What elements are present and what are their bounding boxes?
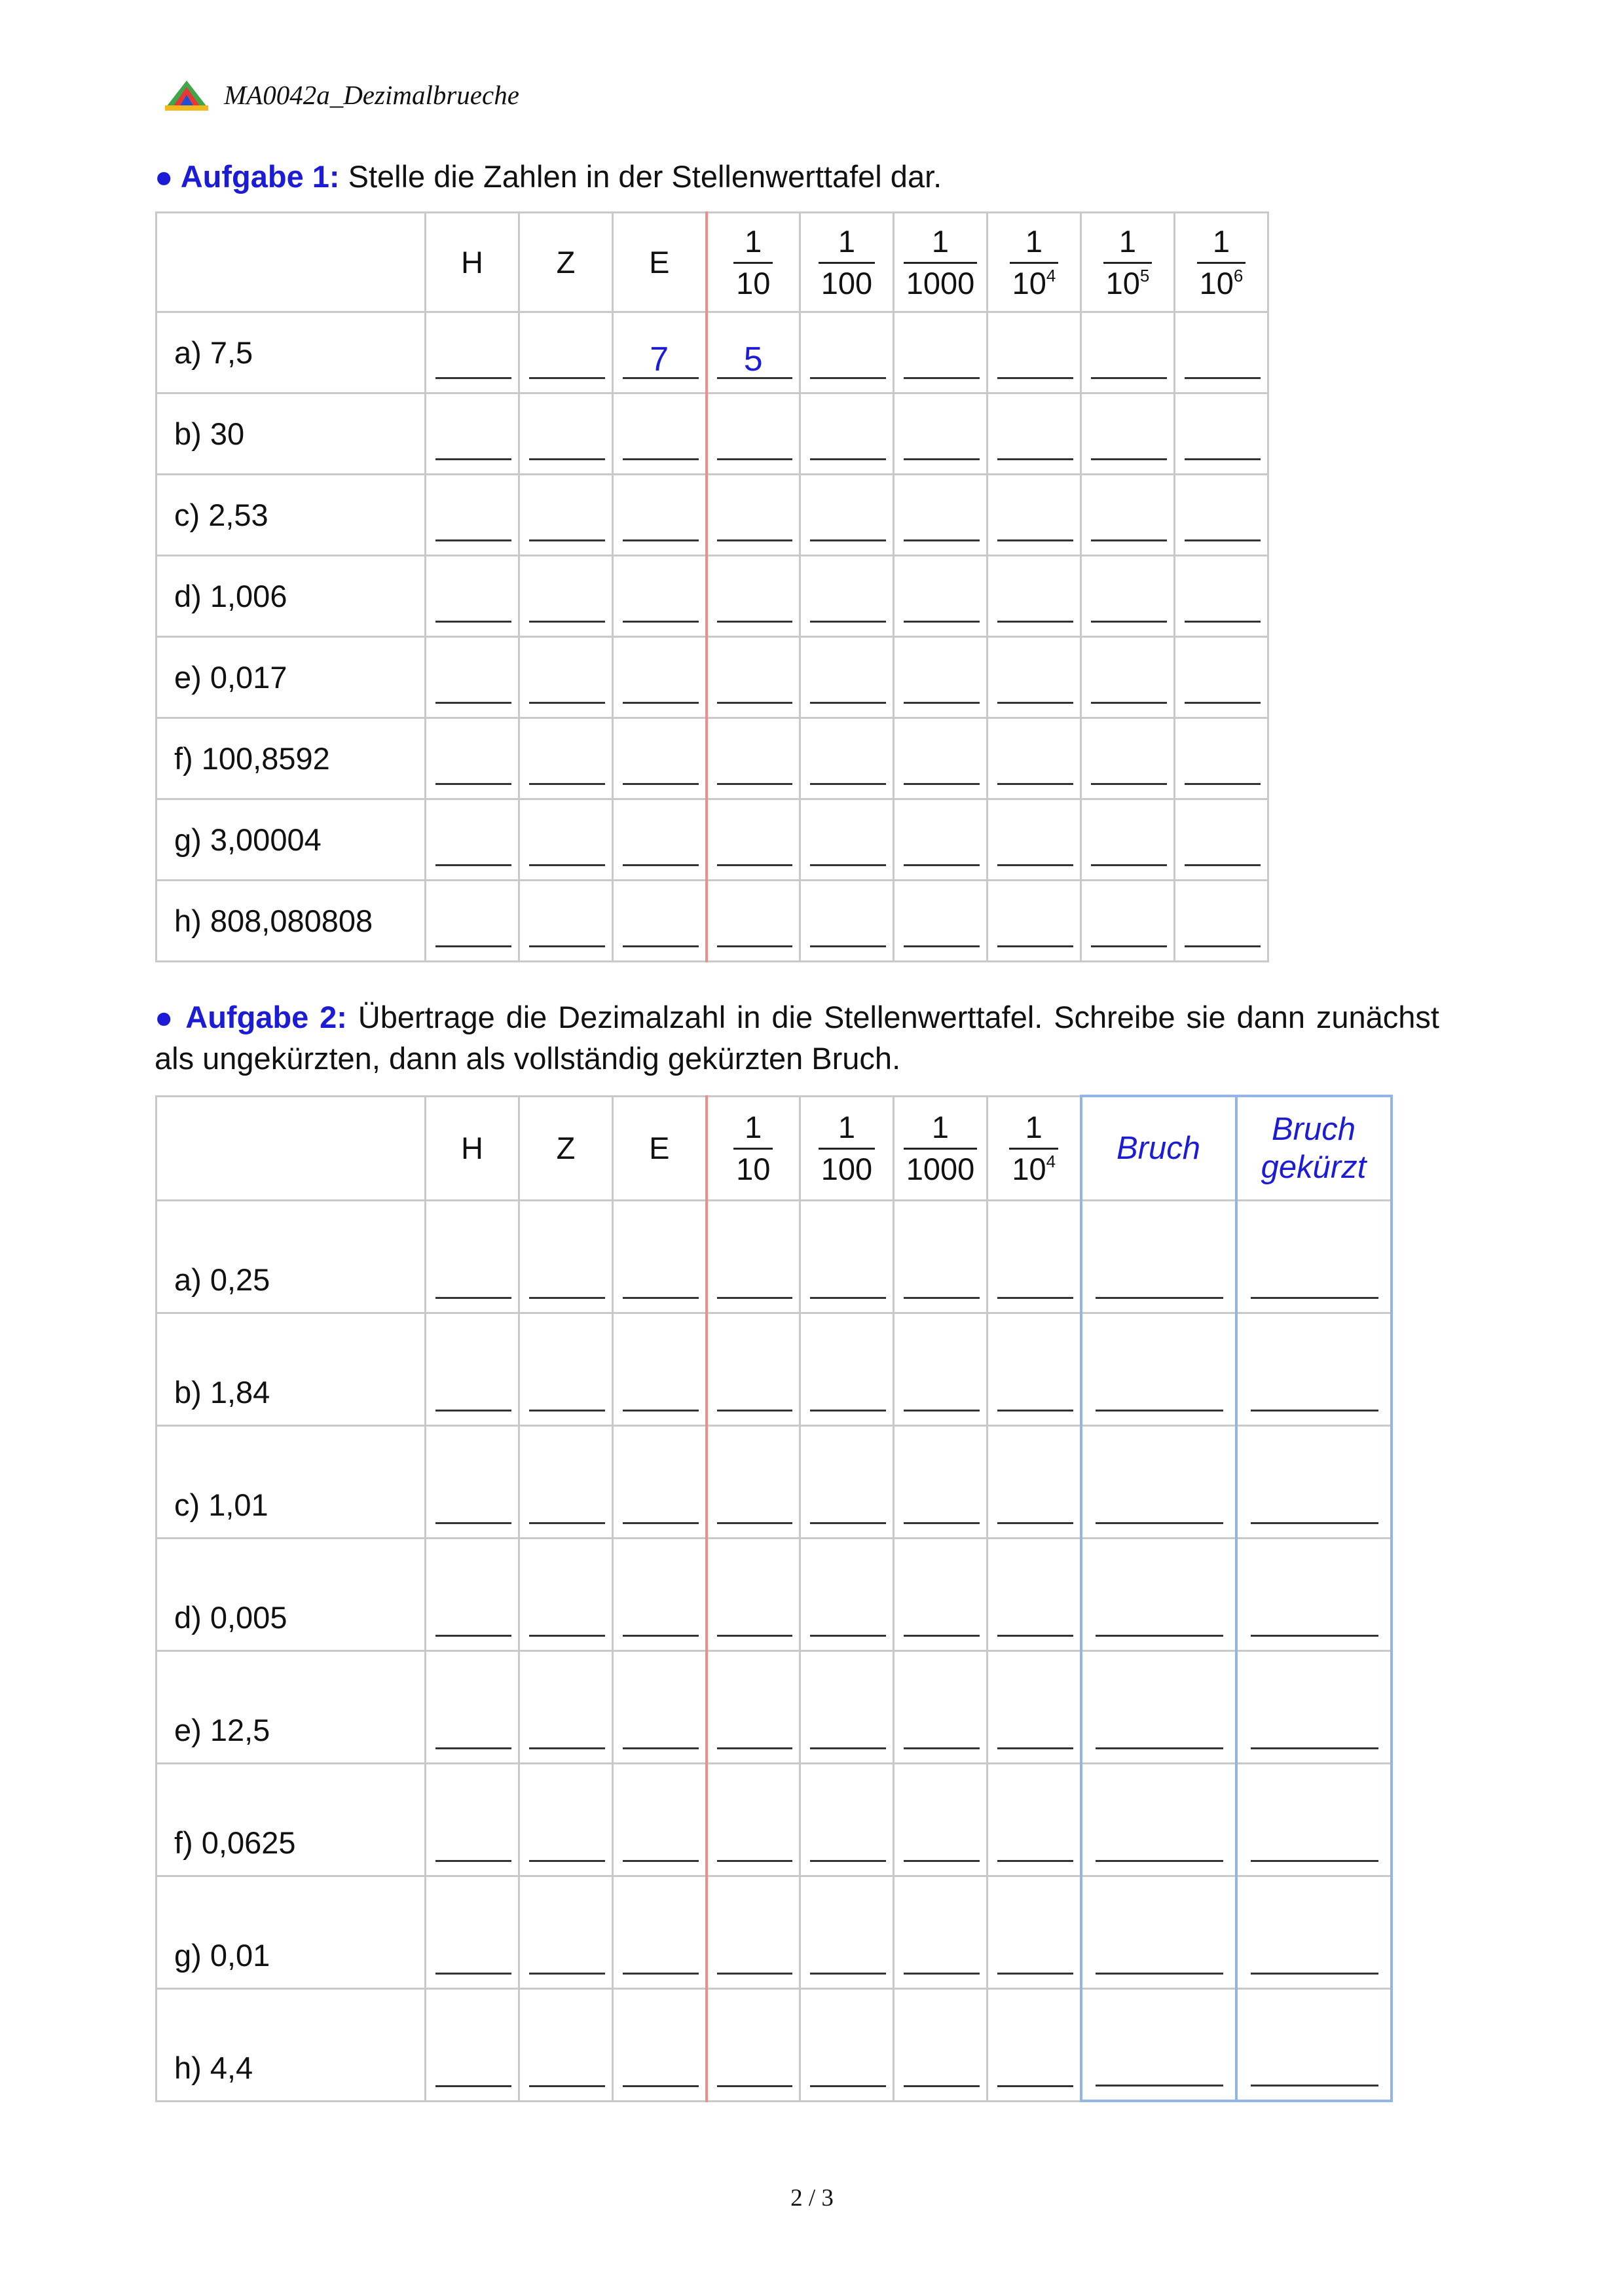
- document-title: MA0042a_Dezimalbrueche: [224, 80, 519, 110]
- column-header-bruch-gekuerzt: [1236, 1096, 1392, 1200]
- table-row: [157, 1650, 1392, 1763]
- answer-blank[interactable]: [426, 1200, 519, 1313]
- bruch-answer-blank[interactable]: [1081, 1538, 1236, 1650]
- table-row: [157, 475, 1268, 556]
- bruch-answer-blank[interactable]: [1081, 1988, 1236, 2101]
- column-header-fraction: [707, 1096, 800, 1200]
- task1-label: ● Aufgabe 1:: [155, 159, 340, 194]
- table-row: [157, 1538, 1392, 1650]
- answer-blank[interactable]: [613, 1650, 707, 1763]
- answer-blank[interactable]: [426, 718, 519, 799]
- answer-blank[interactable]: [1081, 556, 1175, 637]
- answer-blank[interactable]: [707, 1200, 800, 1313]
- answer-blank[interactable]: [613, 881, 707, 962]
- answer-blank[interactable]: [894, 1313, 987, 1425]
- answer-blank[interactable]: [894, 718, 987, 799]
- answer-blank[interactable]: [987, 718, 1081, 799]
- fraction-denominator: [819, 262, 875, 299]
- answer-blank[interactable]: [519, 312, 613, 393]
- fraction: [1010, 226, 1059, 299]
- fraction: [733, 1112, 773, 1184]
- answer-blank[interactable]: [987, 881, 1081, 962]
- answer-blank[interactable]: [426, 1988, 519, 2101]
- fraction-numerator: 1: [931, 224, 950, 259]
- answer-blank[interactable]: [426, 475, 519, 556]
- row-label: d) 1,006: [157, 556, 426, 637]
- answer-blank[interactable]: [613, 1988, 707, 2101]
- row-label: a) 0,25: [157, 1200, 426, 1313]
- row-label: b) 30: [157, 393, 426, 475]
- table-row: [157, 881, 1268, 962]
- fraction-denominator-base: 10: [1012, 266, 1046, 301]
- fraction-denominator: [733, 1148, 773, 1184]
- bruch-answer-blank[interactable]: [1081, 1200, 1236, 1313]
- fraction-denominator: [904, 1148, 978, 1184]
- column-header-e: E: [613, 1096, 707, 1200]
- answer-blank[interactable]: [519, 1763, 613, 1876]
- answer-blank[interactable]: [519, 637, 613, 718]
- fraction: [819, 1112, 875, 1184]
- answer-blank[interactable]: [426, 393, 519, 475]
- table-row: [157, 1425, 1392, 1538]
- row-label: a) 7,5: [157, 312, 426, 393]
- logo-icon: [164, 78, 210, 112]
- row-label: g) 3,00004: [157, 799, 426, 881]
- answer-blank[interactable]: [800, 1876, 894, 1988]
- answer-blank[interactable]: [800, 1538, 894, 1650]
- bruch-answer-blank[interactable]: [1081, 1650, 1236, 1763]
- row-label: d) 0,005: [157, 1538, 426, 1650]
- answer-blank[interactable]: [987, 475, 1081, 556]
- answer-blank[interactable]: [707, 1313, 800, 1425]
- fraction: [733, 226, 773, 299]
- answer-blank[interactable]: [800, 1650, 894, 1763]
- bruch-gekuerzt-answer-blank[interactable]: [1236, 1538, 1392, 1650]
- column-header-z: Z: [519, 1096, 613, 1200]
- answer-blank[interactable]: [613, 1538, 707, 1650]
- answer-blank[interactable]: [707, 1988, 800, 2101]
- fraction: [1009, 1112, 1058, 1184]
- table-row: [157, 1988, 1392, 2101]
- column-header-fraction: [707, 213, 800, 312]
- answer-blank[interactable]: [800, 475, 894, 556]
- bruch-gekuerzt-header-line1: Bruch: [1271, 1111, 1356, 1147]
- answer-blank[interactable]: [987, 1876, 1081, 1988]
- header-corner-cell: [157, 1096, 426, 1200]
- answer-blank[interactable]: [894, 1425, 987, 1538]
- row-label: e) 12,5: [157, 1650, 426, 1763]
- row-label: h) 4,4: [157, 1988, 426, 2101]
- answer-blank[interactable]: [519, 556, 613, 637]
- fraction-denominator-base: 10: [1105, 266, 1140, 301]
- fraction-denominator-base: 10: [1199, 266, 1234, 301]
- answer-blank[interactable]: [519, 1200, 613, 1313]
- answer-blank[interactable]: [519, 1988, 613, 2101]
- answer-blank[interactable]: [800, 1425, 894, 1538]
- answer-blank[interactable]: [426, 1650, 519, 1763]
- answer-blank[interactable]: [613, 718, 707, 799]
- answer-blank[interactable]: [800, 1988, 894, 2101]
- answer-blank[interactable]: [894, 881, 987, 962]
- answer-blank[interactable]: [1081, 475, 1175, 556]
- answer-blank[interactable]: [894, 1988, 987, 2101]
- bruch-answer-blank[interactable]: [1081, 1313, 1236, 1425]
- answer-blank[interactable]: [1175, 475, 1268, 556]
- answer-blank[interactable]: [894, 556, 987, 637]
- answer-blank[interactable]: [894, 1650, 987, 1763]
- answer-blank[interactable]: [894, 1763, 987, 1876]
- column-header-h: H: [426, 213, 519, 312]
- bruch-gekuerzt-answer-blank[interactable]: [1236, 1200, 1392, 1313]
- row-label: c) 2,53: [157, 475, 426, 556]
- answer-blank[interactable]: [707, 799, 800, 881]
- answer-blank[interactable]: [1081, 637, 1175, 718]
- answer-blank[interactable]: [707, 1650, 800, 1763]
- answer-blank[interactable]: [800, 1200, 894, 1313]
- table-row: [157, 718, 1268, 799]
- answer-blank[interactable]: [1081, 881, 1175, 962]
- answer-blank[interactable]: [894, 799, 987, 881]
- answer-blank[interactable]: [613, 393, 707, 475]
- bruch-gekuerzt-answer-blank[interactable]: [1236, 1763, 1392, 1876]
- answer-blank[interactable]: [800, 799, 894, 881]
- answer-blank[interactable]: [613, 1876, 707, 1988]
- table-row: [157, 312, 1268, 393]
- task1-heading: [155, 156, 1451, 197]
- answer-blank[interactable]: [707, 1538, 800, 1650]
- bruch-answer-blank[interactable]: [1081, 1763, 1236, 1876]
- answer-blank[interactable]: [1175, 881, 1268, 962]
- column-header-fraction: [800, 1096, 894, 1200]
- fraction-denominator-base: 1000: [906, 266, 975, 301]
- fraction-denominator: [904, 262, 978, 299]
- answer-blank[interactable]: [707, 1763, 800, 1876]
- row-label: h) 808,080808: [157, 881, 426, 962]
- table-header-row: [157, 213, 1268, 312]
- table-row: [157, 799, 1268, 881]
- bruch-gekuerzt-answer-blank[interactable]: [1236, 1988, 1392, 2101]
- answer-blank[interactable]: [426, 1763, 519, 1876]
- column-header-fraction: [987, 1096, 1081, 1200]
- answer-blank[interactable]: [707, 1876, 800, 1988]
- answer-blank[interactable]: [800, 637, 894, 718]
- answer-blank[interactable]: [1081, 393, 1175, 475]
- task2-heading: [155, 996, 1439, 1079]
- answer-blank[interactable]: [894, 1538, 987, 1650]
- answer-blank[interactable]: [800, 718, 894, 799]
- fraction-denominator: [819, 1148, 875, 1184]
- fraction-exponent: 6: [1233, 266, 1244, 286]
- answer-blank[interactable]: [987, 1425, 1081, 1538]
- fraction: [1197, 226, 1246, 299]
- row-label: f) 100,8592: [157, 718, 426, 799]
- fraction-denominator: [1103, 262, 1153, 299]
- fraction-denominator-base: 100: [821, 1152, 873, 1186]
- answer-blank[interactable]: [519, 1425, 613, 1538]
- answer-blank[interactable]: [1081, 799, 1175, 881]
- answer-blank[interactable]: [800, 1763, 894, 1876]
- fraction-denominator-base: 100: [821, 266, 873, 301]
- row-label: g) 0,01: [157, 1876, 426, 1988]
- column-header-fraction: [1175, 213, 1268, 312]
- answer-blank[interactable]: [707, 475, 800, 556]
- fraction: [904, 1112, 978, 1184]
- place-value-table-2: [155, 1095, 1393, 2102]
- table-header-row: [157, 1096, 1392, 1200]
- table-row: [157, 393, 1268, 475]
- answer-blank[interactable]: [987, 1538, 1081, 1650]
- fraction-denominator-base: 10: [736, 1152, 771, 1186]
- answer-blank[interactable]: [1081, 718, 1175, 799]
- answer-blank[interactable]: [1175, 799, 1268, 881]
- table-row: [157, 637, 1268, 718]
- fraction-denominator: [1010, 262, 1059, 299]
- column-header-fraction: [1081, 213, 1175, 312]
- answer-blank[interactable]: [987, 556, 1081, 637]
- fraction-denominator: [733, 262, 773, 299]
- column-header-e: E: [613, 213, 707, 312]
- answer-blank[interactable]: [987, 393, 1081, 475]
- answer-blank[interactable]: [1175, 637, 1268, 718]
- table-row: [157, 556, 1268, 637]
- answer-blank[interactable]: [707, 1425, 800, 1538]
- header-corner-cell: [157, 213, 426, 312]
- row-label: b) 1,84: [157, 1313, 426, 1425]
- answer-blank[interactable]: [519, 799, 613, 881]
- answer-blank[interactable]: [707, 312, 800, 393]
- fraction: [819, 226, 875, 299]
- answer-blank[interactable]: [987, 1650, 1081, 1763]
- answer-blank[interactable]: [519, 393, 613, 475]
- answer-blank[interactable]: [519, 1313, 613, 1425]
- answer-blank[interactable]: [1175, 312, 1268, 393]
- answer-blank[interactable]: [987, 799, 1081, 881]
- answer-blank[interactable]: [426, 1538, 519, 1650]
- answer-blank[interactable]: [613, 475, 707, 556]
- bruch-gekuerzt-answer-blank[interactable]: [1236, 1650, 1392, 1763]
- fraction: [904, 226, 978, 299]
- answer-blank[interactable]: [519, 1650, 613, 1763]
- answer-blank[interactable]: [519, 881, 613, 962]
- answer-blank[interactable]: [1081, 312, 1175, 393]
- place-value-table-1: [155, 211, 1269, 962]
- fraction-exponent: 4: [1046, 266, 1056, 286]
- table-row: [157, 1763, 1392, 1876]
- answer-blank[interactable]: [987, 1763, 1081, 1876]
- fraction-denominator-base: 10: [1012, 1152, 1046, 1186]
- answer-blank[interactable]: [426, 637, 519, 718]
- fraction-numerator: 1: [745, 1110, 762, 1144]
- answer-blank[interactable]: [707, 637, 800, 718]
- answer-blank[interactable]: [894, 393, 987, 475]
- fraction-denominator: [1197, 262, 1246, 299]
- fraction-denominator-base: 1000: [906, 1152, 975, 1186]
- answer-blank[interactable]: [987, 312, 1081, 393]
- answer-blank[interactable]: [613, 799, 707, 881]
- answer-blank[interactable]: [613, 1200, 707, 1313]
- answer-blank[interactable]: [426, 1313, 519, 1425]
- bruch-gekuerzt-answer-blank[interactable]: [1236, 1425, 1392, 1538]
- answer-blank[interactable]: [519, 718, 613, 799]
- table-row: [157, 1876, 1392, 1988]
- answer-blank[interactable]: [613, 637, 707, 718]
- answer-blank[interactable]: [613, 1425, 707, 1538]
- row-label: c) 1,01: [157, 1425, 426, 1538]
- answer-blank[interactable]: [426, 312, 519, 393]
- answer-blank[interactable]: [519, 475, 613, 556]
- answer-blank[interactable]: [800, 881, 894, 962]
- answer-blank[interactable]: [894, 475, 987, 556]
- answer-blank[interactable]: [707, 881, 800, 962]
- fraction-numerator: 1: [931, 1110, 950, 1144]
- answer-blank[interactable]: [707, 718, 800, 799]
- fraction: [1103, 226, 1153, 299]
- fraction-denominator: [1009, 1148, 1058, 1184]
- answer-blank[interactable]: [707, 393, 800, 475]
- answer-blank[interactable]: [426, 799, 519, 881]
- answer-blank[interactable]: [987, 1988, 1081, 2101]
- answer-blank[interactable]: [987, 1200, 1081, 1313]
- fraction-numerator: 1: [745, 224, 762, 259]
- fraction-numerator: 1: [838, 224, 856, 259]
- answer-blank[interactable]: [894, 312, 987, 393]
- fraction-numerator: 1: [1025, 224, 1043, 259]
- handwritten-answer: 7: [650, 340, 669, 378]
- answer-blank[interactable]: [613, 312, 707, 393]
- fraction-denominator-base: 10: [736, 266, 771, 301]
- answer-blank[interactable]: [800, 1313, 894, 1425]
- fraction-numerator: 1: [1118, 224, 1137, 259]
- column-header-z: Z: [519, 213, 613, 312]
- answer-blank[interactable]: [1175, 556, 1268, 637]
- answer-blank[interactable]: [426, 1425, 519, 1538]
- bruch-answer-blank[interactable]: [1081, 1425, 1236, 1538]
- column-header-fraction: [800, 213, 894, 312]
- fraction-numerator: 1: [1212, 224, 1230, 259]
- answer-blank[interactable]: [894, 637, 987, 718]
- answer-blank[interactable]: [987, 1313, 1081, 1425]
- fraction-exponent: 4: [1046, 1152, 1056, 1172]
- column-header-bruch: [1081, 1096, 1236, 1200]
- handwritten-answer: 5: [743, 340, 763, 378]
- answer-blank[interactable]: [707, 556, 800, 637]
- answer-blank[interactable]: [800, 556, 894, 637]
- fraction-numerator: 1: [838, 1110, 856, 1144]
- bruch-answer-blank[interactable]: [1081, 1876, 1236, 1988]
- answer-blank[interactable]: [426, 1876, 519, 1988]
- answer-blank[interactable]: [1175, 393, 1268, 475]
- column-header-fraction: [987, 213, 1081, 312]
- answer-blank[interactable]: [613, 1313, 707, 1425]
- answer-blank[interactable]: [800, 312, 894, 393]
- answer-blank[interactable]: [1175, 718, 1268, 799]
- page-number: 2 / 3: [790, 2185, 834, 2212]
- document-header: [164, 75, 519, 115]
- answer-blank[interactable]: [426, 881, 519, 962]
- task2-label: ● Aufgabe 2:: [155, 1000, 347, 1034]
- answer-blank[interactable]: [894, 1200, 987, 1313]
- answer-blank[interactable]: [519, 1538, 613, 1650]
- task2-instruction: Übertrage die Dezimalzahl in die Stellenwerttafel. Schreibe sie dann zunächst als ungekürzten, dann als vollständig gekürzten Bruch.: [155, 1000, 1439, 1076]
- bruch-gekuerzt-answer-blank[interactable]: [1236, 1313, 1392, 1425]
- row-label: f) 0,0625: [157, 1763, 426, 1876]
- answer-blank[interactable]: [987, 637, 1081, 718]
- answer-blank[interactable]: [800, 393, 894, 475]
- answer-blank[interactable]: [894, 1876, 987, 1988]
- table-row: [157, 1200, 1392, 1313]
- bruch-gekuerzt-answer-blank[interactable]: [1236, 1876, 1392, 1988]
- row-label: e) 0,017: [157, 637, 426, 718]
- bruch-header-label: Bruch: [1116, 1130, 1200, 1166]
- column-header-fraction: [894, 1096, 987, 1200]
- task1-instruction: Stelle die Zahlen in der Stellenwerttafel dar.: [339, 159, 942, 194]
- table-row: [157, 1313, 1392, 1425]
- fraction-exponent: 5: [1139, 266, 1150, 286]
- column-header-fraction: [894, 213, 987, 312]
- bruch-gekuerzt-header-line2: gekürzt: [1261, 1149, 1367, 1185]
- answer-blank[interactable]: [613, 556, 707, 637]
- answer-blank[interactable]: [519, 1876, 613, 1988]
- answer-blank[interactable]: [426, 556, 519, 637]
- column-header-h: H: [426, 1096, 519, 1200]
- fraction-numerator: 1: [1025, 1110, 1043, 1144]
- answer-blank[interactable]: [613, 1763, 707, 1876]
